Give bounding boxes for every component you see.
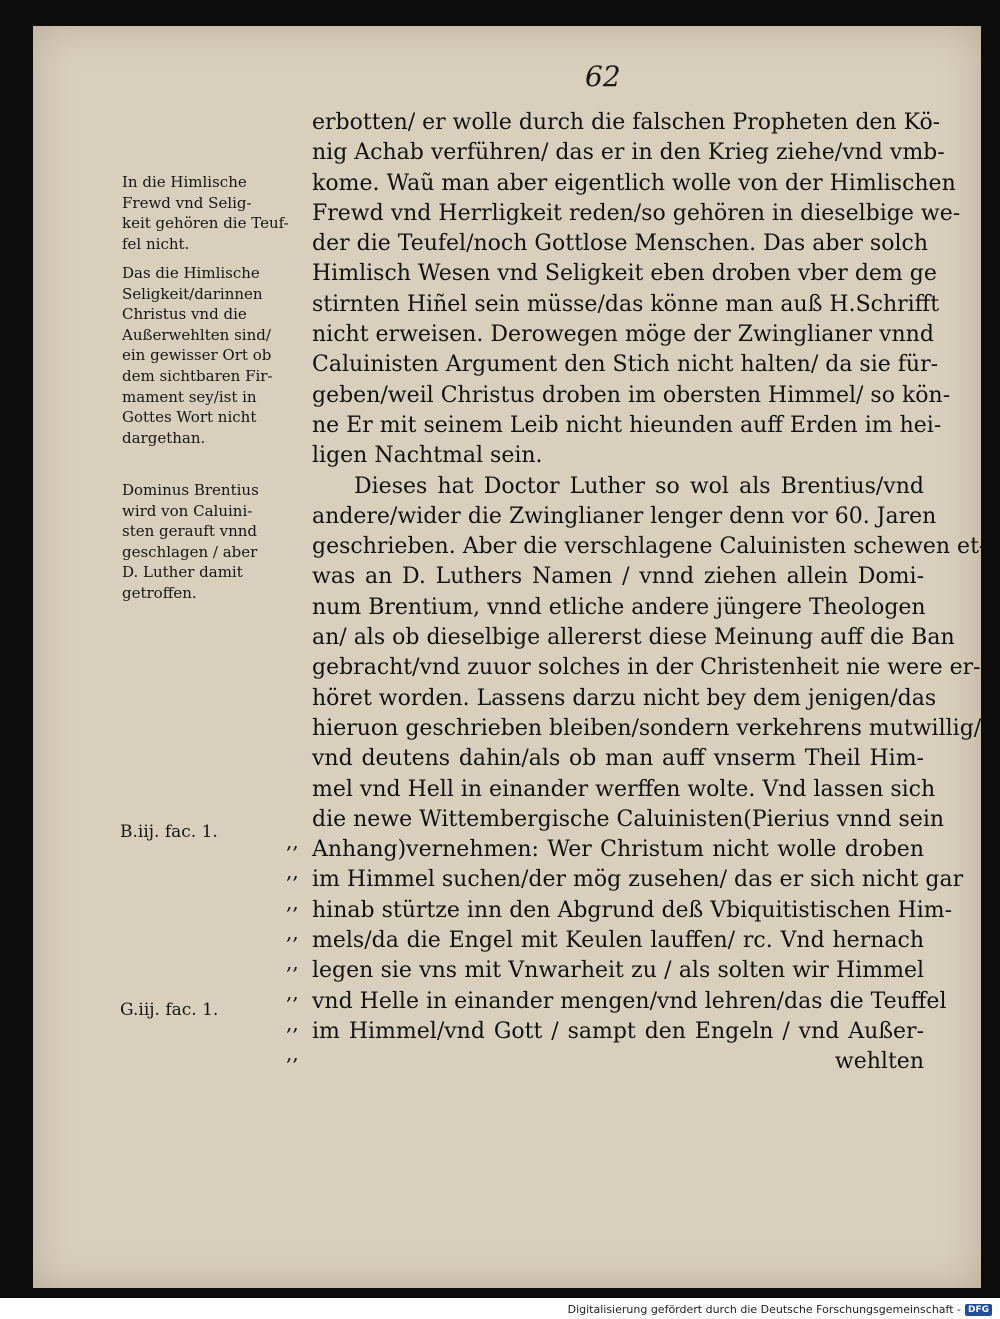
quote-mark: ,, [286,1010,299,1035]
marginal-line: dem sichtbaren Fir- [122,366,273,385]
text-line: gebracht/vnd zuuor solches in der Christenheit nie were er- [312,655,981,681]
marginal-note-3 [122,480,294,604]
footer-credit [568,1303,992,1316]
text-line: nig Achab verführen/ das er in den Krieg ziehe/vnd vmb- [312,140,945,166]
marginal-line: geschlagen / aber [122,542,258,561]
marginal-line: keit gehören die Teuf- [122,214,289,233]
catchword: wehlten [834,1049,924,1075]
quote-mark: ,, [286,829,299,853]
quotation-marks-column [286,826,312,1068]
text-line: Himlisch Wesen vnd Seligkeit eben droben vber dem ge [312,261,937,287]
quote-mark: ,, [286,889,299,914]
marginal-line: In die Himlische [122,173,247,191]
marginal-line: ein gewisser Ort ob [122,346,272,365]
quote-mark: ,, [286,859,299,884]
text-line: im Himmel suchen/der mög zusehen/ das er sich nicht gar [312,867,964,893]
text-line: im Himmel/vnd Gott / sampt den Engeln / vnd Außer- [312,1018,924,1044]
marginal-line: sten gerauft vnnd [122,522,258,541]
text-line: kome. Waũ man aber eigentlich wolle von der Himlischen [312,170,956,196]
text-line: andere/wider die Zwinglianer lenger denn vor 60. Jaren [312,503,937,529]
quote-mark: ,, [286,950,299,975]
text-line: mel vnd Hell in einander werffen wolte. Vnd lassen sich [312,776,936,802]
text-line: nicht erweisen. Derowegen möge der Zwinglianer vnnd [312,322,934,348]
marginal-line: wird von Caluini- [122,501,253,520]
quote-mark: ,, [286,919,299,944]
text-line: was an D. Luthers Namen / vnnd ziehen allein Domi- [312,564,924,590]
marginal-line: D. Luther damit [122,563,243,582]
marginal-line: getroffen. [122,583,197,602]
marginal-line: mament sey/ist in [122,387,257,406]
text-line: geben/weil Christus droben im obersten Himmel/ so kön- [312,382,951,408]
text-line: vnd deutens dahin/als ob man auff vnserm Theil Him- [312,746,924,772]
page-number: 62 [585,60,621,93]
text-line: an/ als ob dieselbige allererst diese Meinung auff die Ban [312,625,955,651]
dfg-logo-icon: DFG [965,1304,992,1316]
text-line: geschrieben. Aber die verschlagene Caluinisten schewen et- [312,534,987,560]
marginal-line: fel nicht. [122,234,190,253]
text-line: Anhang)vernehmen: Wer Christum nicht wolle droben [312,837,924,863]
text-line: vnd Helle in einander mengen/vnd lehren/das die Teuffel [312,988,947,1014]
quote-mark: ,, [286,1041,299,1066]
text-line: die newe Wittembergische Caluinisten(Pierius vnnd sein [312,806,945,832]
text-line: Caluinisten Argument den Stich nicht halten/ da sie für- [312,352,939,378]
main-text-block [312,108,987,1078]
marginal-reference-1: B.iij. fac. 1. [120,822,218,842]
marginal-note-1 [122,172,294,254]
marginal-reference-2: G.iij. fac. 1. [120,1000,219,1020]
marginal-line: Gottes Wort nicht [122,408,257,427]
quote-mark: ,, [286,980,299,1005]
text-line: der die Teufel/noch Gottlose Menschen. Das aber solch [312,231,928,257]
text-line: hinab stürtze inn den Abgrund deß Vbiquitistischen Him- [312,897,953,923]
text-line: mels/da die Engel mit Keulen lauffen/ rc. Vnd hernach [312,928,924,954]
marginal-line: Seligkeit/darinnen [122,284,263,303]
marginal-line: dargethan. [122,428,206,447]
marginal-note-2 [122,263,294,448]
text-line: Frewd vnd Herrligkeit reden/so gehören in dieselbige we- [312,200,961,226]
footer-text: Digitalisierung gefördert durch die Deutsche Forschungsgemeinschaft - [567,1303,961,1316]
marginal-line: Frewd vnd Selig- [122,193,252,212]
text-line: legen sie vns mit Vnwarheit zu / als solten wir Himmel [312,958,924,984]
text-line: hieruon geschrieben bleiben/sondern verkehrens mutwillig/ [312,715,982,741]
paragraph-start-line: Dieses hat Doctor Luther so wol als Brentius/vnd [354,473,924,499]
marginal-line: Dominus Brentius [122,481,259,499]
text-line: num Brentium, vnnd etliche andere jüngere Theologen [312,594,926,620]
text-line: höret worden. Lassens darzu nicht bey dem jenigen/das [312,685,937,711]
text-line: ligen Nachtmal sein. [312,443,543,469]
text-line: stirnten Hiñel sein müsse/das könne man auß H.Schrifft [312,291,940,317]
marginal-line: Christus vnd die [122,305,247,324]
text-line: ne Er mit seinem Leib nicht hieunden auff Erden im hei- [312,412,942,438]
text-line: erbotten/ er wolle durch die falschen Propheten den Kö- [312,110,941,135]
marginal-line: Außerwehlten sind/ [122,325,271,344]
marginal-line: Das die Himlische [122,264,260,282]
